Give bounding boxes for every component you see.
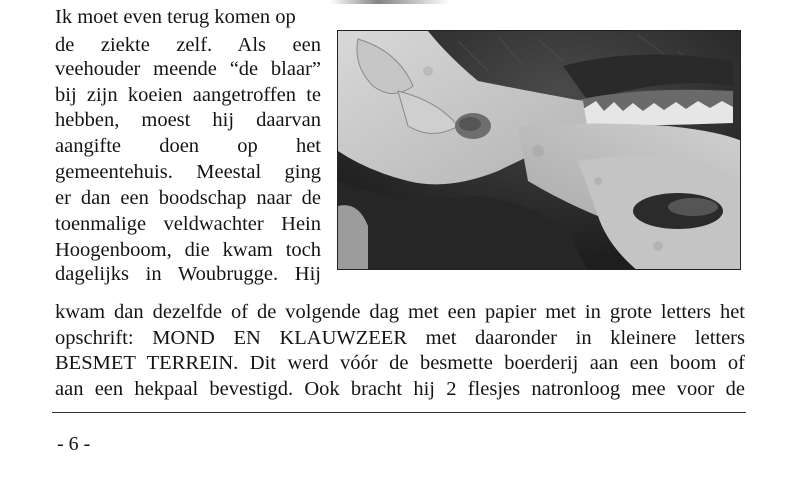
text-line-6: aangifte doen op het [55, 135, 321, 157]
text-line-10: Hoogenboom, die kwam toch [55, 239, 321, 261]
cropped-text-fragment [330, 0, 450, 4]
text-line-3: veehouder meende “de blaar” [55, 58, 321, 80]
text-line-2: de ziekte zelf. Als een [55, 34, 321, 56]
page-number: - 6 - [57, 433, 91, 455]
text-line-15: aan een hekpaal bevestigd. Ook bracht hij 2 flesjes natronloog mee voor de [55, 378, 745, 400]
footer-rule [52, 412, 746, 413]
text-line-7: gemeentehuis. Meestal ging [55, 161, 321, 183]
text-line-14: BESMET TERREIN. Dit werd vóór de besmette boerderij aan een boom of [55, 352, 745, 374]
text-line-1: Ik moet even terug komen op [55, 6, 296, 28]
photo-cow-mouth [337, 30, 741, 270]
text-line-11: dagelijks in Woubrugge. Hij [55, 263, 321, 285]
text-line-5: hebben, moest hij daarvan [55, 109, 321, 131]
text-line-13: opschrift: MOND EN KLAUWZEER met daaronder in kleinere letters [55, 327, 745, 349]
text-line-12: kwam dan dezelfde of de volgende dag met een papier met in grote letters het [55, 301, 745, 323]
text-line-4: bij zijn koeien aangetroffen te [55, 84, 321, 106]
text-line-9: toenmalige veldwachter Hein [55, 213, 321, 235]
text-line-8: er dan een boodschap naar de [55, 187, 321, 209]
